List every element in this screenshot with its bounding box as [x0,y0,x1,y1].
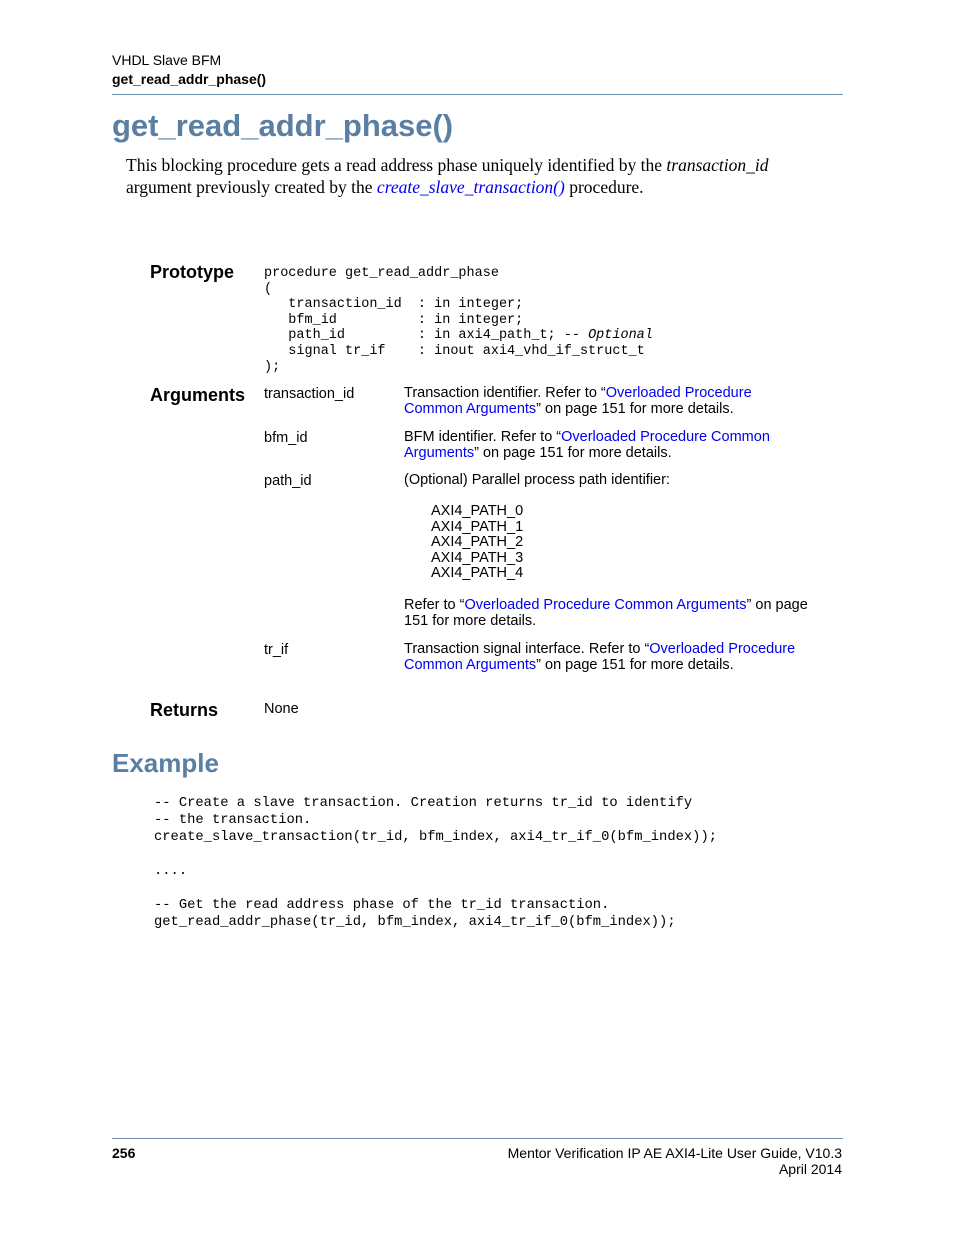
running-header-subsection: get_read_addr_phase() [112,71,267,87]
prototype-line: bfm_id : in integer; [264,312,524,328]
footer-rule [112,1138,843,1139]
prototype-line: signal tr_if : inout axi4_vhd_if_struct_t [264,343,645,359]
arg-desc-text: Refer to “ [404,597,465,613]
intro-italic-transaction-id: transaction_id [666,155,769,175]
example-line: create_slave_transaction(tr_id, bfm_index, axi4_tr_if_0(bfm_index)); [154,830,718,845]
arg-name-path-id: path_id [264,473,312,489]
example-line [154,846,717,863]
arg-name-transaction-id: transaction_id [264,386,355,402]
enum-value: AXI4_PATH_2 [431,534,524,551]
arg-desc-bfm-id [404,430,809,461]
path-id-enum-list [431,504,523,582]
example-line [154,880,717,897]
example-code-block [154,795,717,931]
page-title: get_read_addr_phase() [112,108,454,143]
returns-label: Returns [150,700,219,720]
returns-value: None [264,701,299,717]
example-line: .... [154,864,188,879]
arg-desc-text: ” on page 151 for more details. [536,400,734,417]
overloaded-args-link[interactable]: Overloaded Procedure Common Arguments [404,429,770,461]
example-heading: Example [112,748,219,778]
overloaded-args-link[interactable]: Overloaded Procedure Common Arguments [464,597,747,613]
footer-guide-title: Mentor Verification IP AE AXI4-Lite User Guide, V10.3 [507,1145,842,1161]
arg-desc-text: Transaction signal interface. Refer to “ [404,641,650,657]
prototype-line: transaction_id : in integer; [264,297,524,313]
prototype-line: ); [264,359,281,375]
arg-desc-text: ” on page 151 for more details. [404,597,808,629]
footer-date: April 2014 [778,1161,842,1177]
arg-name-bfm-id: bfm_id [264,430,308,446]
footer-guide-info [508,1145,842,1177]
arg-desc-text: ” on page 151 for more details. [474,444,672,461]
arg-desc-path-id: (Optional) Parallel process path identifier: [404,472,670,488]
example-line: get_read_addr_phase(tr_id, bfm_index, axi4_tr_if_0(bfm_index)); [154,915,676,930]
intro-text-3: procedure. [564,177,644,197]
example-line: -- Create a slave transaction. Creation returns tr_id to identify [154,796,693,811]
intro-paragraph [126,154,826,198]
prototype-line: ( [264,281,273,297]
enum-value: AXI4_PATH_1 [431,518,524,535]
header-rule [112,94,843,95]
arg-desc-tr-if [404,642,809,673]
arg-desc-path-id-ref [404,598,809,629]
arg-name-tr-if: tr_if [264,642,289,658]
example-line: -- the transaction. [154,813,312,828]
prototype-line [264,328,653,344]
enum-value: AXI4_PATH_0 [431,503,524,519]
create-slave-transaction-link[interactable]: create_slave_transaction() [376,177,565,197]
prototype-label: Prototype [150,262,235,282]
enum-value: AXI4_PATH_3 [431,549,524,566]
page-number: 256 [112,1145,136,1161]
arg-desc-transaction-id [404,386,809,417]
overloaded-args-link[interactable]: Overloaded Procedure Common Arguments [404,385,752,417]
arguments-label: Arguments [150,385,246,405]
enum-value: AXI4_PATH_4 [431,565,524,582]
intro-text-2: argument previously created by the [126,177,377,197]
prototype-code-block [264,266,653,375]
arg-desc-text: BFM identifier. Refer to “ [404,429,562,445]
example-line: -- Get the read address phase of the tr_id transaction. [154,898,610,913]
prototype-line-text: path_id : in axi4_path_t; -- [264,328,589,344]
prototype-optional-comment: Optional [588,328,653,344]
arg-desc-text: ” on page 151 for more details. [536,656,734,673]
prototype-line: procedure get_read_addr_phase [264,266,499,281]
arg-desc-text: Transaction identifier. Refer to “ [404,385,606,401]
intro-text-1: This blocking procedure gets a read address phase uniquely identified by the [126,155,667,175]
running-header-section: VHDL Slave BFM [112,52,222,68]
overloaded-args-link[interactable]: Overloaded Procedure Common Arguments [404,641,796,673]
